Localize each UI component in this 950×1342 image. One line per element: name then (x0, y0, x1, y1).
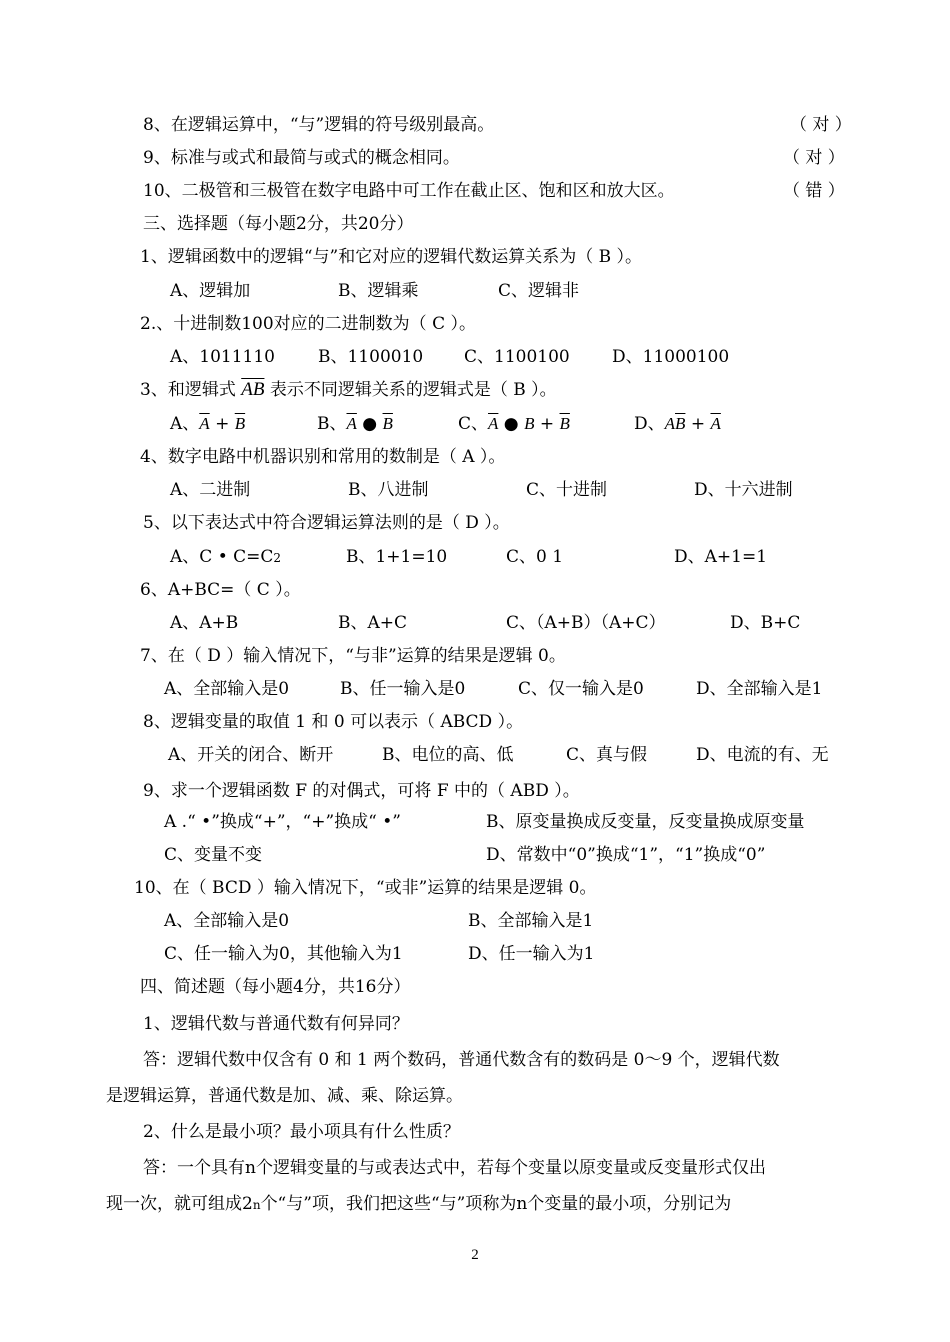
q2-option-c: C、1100100 (464, 347, 570, 367)
q8-option-b: B、电位的高、低 (382, 745, 514, 765)
q6-option-a: A、A+B (170, 613, 239, 633)
q3-option-d-label: D、 (634, 414, 665, 434)
q4-option-a: A、二进制 (170, 480, 251, 500)
q5-option-a (170, 545, 281, 570)
q3-option-c: C、$\overline{A}$ ● $B + \overline{B}$ (458, 414, 570, 434)
q1-option-b: B、逻辑乘 (338, 281, 419, 301)
q10-stem: 10、在（ BCD ）输入情况下，“或非”运算的结果是逻辑 0。 (134, 878, 597, 898)
q7-option-d: D、全部输入是1 (696, 679, 823, 699)
q1-stem: 1、逻辑函数中的逻辑“与”和它对应的逻辑代数运算关系为（ B ）。 (140, 247, 642, 267)
tf-answer-8: （ 对 ） (790, 115, 852, 135)
tf-item-10: 10、二极管和三极管在数字电路中可工作在截止区、饱和区和放大区。 (143, 181, 675, 201)
s2-answer-line2-pre: 现一次，就可组成2 (106, 1194, 253, 1214)
tf-answer-10: （ 错 ） (783, 181, 845, 201)
q3-option-a-label: A、 (170, 414, 200, 434)
q9-option-b: B、原变量换成反变量，反变量换成原变量 (486, 812, 805, 832)
q7-option-b: B、任一输入是0 (340, 679, 466, 699)
q9-option-c: C、变量不变 (164, 845, 263, 865)
q6-option-c: C、（A+B）（A+C） (506, 613, 666, 633)
q3-stem-pre: 3、和逻辑式 (140, 380, 236, 400)
s1-question: 1、逻辑代数与普通代数有何异同？ (143, 1014, 409, 1034)
q2-option-a: A、1011110 (170, 347, 275, 367)
s1-answer-line2: 是逻辑运算，普通代数是加、减、乘、除运算。 (106, 1086, 463, 1106)
q1-option-a: A、逻辑加 (170, 281, 251, 301)
s2-answer-line2-post: 个“与”项，我们把这些“与”项称为n个变量的最小项，分别记为 (260, 1194, 732, 1214)
section-heading-short-answer: 四、简述题（每小题4分，共16分） (140, 977, 411, 997)
q10-option-c: C、任一输入为0，其他输入为1 (164, 944, 403, 964)
q6-stem: 6、A+BC=（ C ）。 (140, 580, 301, 600)
tf-answer-9: （ 对 ） (783, 148, 845, 168)
q8-stem: 8、逻辑变量的取值 1 和 0 可以表示（ ABCD ）。 (143, 712, 524, 732)
q5-option-d: D、A+1=1 (674, 547, 768, 567)
q5-option-b: B、1+1=10 (346, 547, 448, 567)
q10-option-b: B、全部输入是1 (468, 911, 594, 931)
q9-option-d: D、常数中“0”换成“1”，“1”换成“0” (486, 845, 766, 865)
q3-stem (140, 378, 557, 402)
q5-option-a-text: A、C • C=C (170, 547, 274, 567)
q8-option-c: C、真与假 (566, 745, 648, 765)
q3-stem-post: 表示不同逻辑关系的逻辑式是（ B ）。 (269, 380, 557, 400)
s1-answer-line1: 答：逻辑代数中仅含有 0 和 1 两个数码，普通代数含有的数码是 0～9 个，逻辑代数 (143, 1050, 780, 1070)
q2-option-b: B、1100010 (318, 347, 424, 367)
tf-item-8: 8、在逻辑运算中，“与”逻辑的符号级别最高。 (143, 115, 495, 135)
tf-item-9: 9、标准与或式和最简与或式的概念相同。 (143, 148, 460, 168)
q5-stem: 5、以下表达式中符合逻辑运算法则的是（ D ）。 (143, 513, 510, 533)
q5-option-a-sub: 2 (273, 551, 282, 565)
q4-option-c: C、十进制 (526, 480, 608, 500)
q3-option-a: A、$\overline{A} + \overline{B}$ (170, 414, 246, 434)
q2-option-d: D、11000100 (612, 347, 730, 367)
q8-option-d: D、电流的有、无 (696, 745, 829, 765)
q3-option-c-label: C、 (458, 414, 489, 434)
q4-option-b: B、八进制 (348, 480, 429, 500)
s2-answer-line1: 答：一个具有n个逻辑变量的与或表达式中，若每个变量以原变量或反变量形式仅出 (143, 1158, 766, 1178)
q7-stem: 7、在（ D ）输入情况下，“与非”运算的结果是逻辑 0。 (140, 646, 566, 666)
s2-question: 2、什么是最小项？最小项具有什么性质？ (143, 1122, 460, 1142)
section-heading-choice: 三、选择题（每小题2分，共20分） (143, 214, 414, 234)
q1-option-c: C、逻辑非 (498, 281, 580, 301)
q10-option-d: D、任一输入为1 (468, 944, 595, 964)
q9-stem: 9、求一个逻辑函数 F 的对偶式，可将 F 中的（ ABD ）。 (143, 781, 580, 801)
page-number: 2 (471, 1247, 479, 1263)
q3-expression: $\overline{AB}$ (241, 379, 265, 400)
q5-option-c: C、0 1 (506, 547, 564, 567)
q8-option-a: A、开关的闭合、断开 (168, 745, 334, 765)
q7-option-a: A、全部输入是0 (164, 679, 290, 699)
q4-option-d: D、十六进制 (694, 480, 793, 500)
q7-option-c: C、仅一输入是0 (518, 679, 644, 699)
q9-option-a: A .“ •”换成“+”，“+”换成“ •” (164, 812, 401, 832)
q2-stem: 2.、十进制数100对应的二进制数为（ C ）。 (140, 314, 476, 334)
q3-option-d: D、$A\overline{B} + \overline{A}$ (634, 414, 721, 434)
s2-answer-line2 (106, 1192, 731, 1217)
q6-option-d: D、B+C (730, 613, 801, 633)
q6-option-b: B、A+C (338, 613, 408, 633)
q10-option-a: A、全部输入是0 (164, 911, 290, 931)
q4-stem: 4、数字电路中机器识别和常用的数制是（ A ）。 (140, 447, 506, 467)
q3-option-b: B、$\overline{A}$ ● $\overline{B}$ (317, 414, 393, 434)
q3-option-b-label: B、 (317, 414, 347, 434)
s2-answer-line2-sub: n (252, 1198, 261, 1212)
